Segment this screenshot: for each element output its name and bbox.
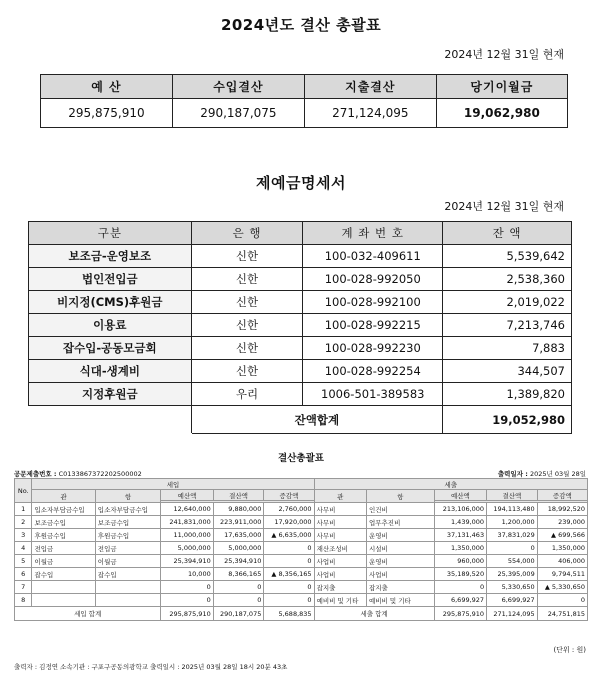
detail-cell-in-hang [95,594,161,607]
deposit-account: 100-028-992050 [303,268,443,291]
detail-cell-no: 1 [15,503,32,516]
detail-ex-gwan-header: 관 [314,490,366,503]
detail-cell-in-hang: 후원금수입 [95,529,161,542]
detail-cell-in-settled: 17,635,000 [213,529,264,542]
detail-cell-in-gwan: 잡수입 [32,568,95,581]
detail-doc-no-label: 공문제출번호 : [14,470,57,478]
detail-cell-ex-hang: 잡지출 [366,581,434,594]
detail-cell-in-diff: 2,760,000 [264,503,314,516]
summary-value-budget: 295,875,910 [41,99,173,128]
detail-cell-ex-hang: 인건비 [366,503,434,516]
detail-row [15,542,588,555]
detail-cell-ex-settled: 37,831,029 [487,529,538,542]
deposits-total-spacer [29,406,192,434]
detail-expense-total-label: 세출 합계 [314,607,434,621]
detail-cell-in-budget: 0 [161,581,213,594]
detail-cell-no: 8 [15,594,32,607]
detail-cell-in-budget: 241,831,000 [161,516,213,529]
detail-cell-ex-diff: ▲ 699,566 [537,529,587,542]
deposit-category: 비지정(CMS)후원금 [29,291,192,314]
deposit-bank: 신한 [191,360,303,383]
detail-cell-in-hang: 잡수입 [95,568,161,581]
summary-value-carryover: 19,062,980 [436,99,567,128]
detail-income-header: 세입 [32,479,314,490]
detail-cell-in-diff: 17,920,000 [264,516,314,529]
deposit-balance: 7,213,746 [443,314,572,337]
detail-cell-ex-diff: 1,350,000 [537,542,587,555]
detail-cell-ex-hang: 시설비 [366,542,434,555]
detail-cell-ex-settled: 194,113,480 [487,503,538,516]
detail-ex-hang-header: 항 [366,490,434,503]
detail-in-settled-header: 결산액 [213,490,264,501]
detail-cell-ex-diff: ▲ 5,330,650 [537,581,587,594]
detail-in-budget-header: 예산액 [161,490,213,501]
detail-income-total-diff: 5,688,835 [264,607,314,621]
detail-cell-in-settled: 223,911,000 [213,516,264,529]
detail-cell-in-gwan: 보조금수입 [32,516,95,529]
detail-cell-in-settled: 0 [213,581,264,594]
deposit-bank: 우리 [191,383,303,406]
detail-cell-in-settled: 8,366,165 [213,568,264,581]
deposits-header-balance: 잔 액 [443,222,572,245]
detail-row [15,503,588,516]
detail-rows [15,503,588,607]
detail-cell-in-budget: 10,000 [161,568,213,581]
detail-cell-ex-gwan: 잡지출 [314,581,366,594]
detail-cell-ex-budget: 0 [434,581,486,594]
detail-output-date [498,469,586,478]
detail-cell-ex-settled: 0 [487,542,538,555]
detail-row [15,555,588,568]
detail-row [15,568,588,581]
detail-expense-total-diff: 24,751,815 [537,607,587,621]
detail-in-diff-header: 증감액 [264,490,314,501]
detail-cell-ex-hang: 운영비 [366,529,434,542]
deposit-category: 보조금-운영보조 [29,245,192,268]
summary-date: 2024년 12월 31일 현재 [444,48,564,61]
detail-cell-in-hang: 보조금수입 [95,516,161,529]
deposit-category: 식대-생계비 [29,360,192,383]
detail-cell-ex-hang: 업무추진비 [366,516,434,529]
detail-cell-ex-settled: 25,395,009 [487,568,538,581]
deposit-account: 1006-501-389583 [303,383,443,406]
detail-cell-ex-budget: 37,131,463 [434,529,486,542]
deposit-row [29,337,572,360]
detail-cell-in-gwan: 전입금 [32,542,95,555]
deposit-account: 100-028-992100 [303,291,443,314]
detail-ex-budget-header: 예산액 [434,490,486,501]
detail-cell-in-settled: 25,394,910 [213,555,264,568]
detail-cell-ex-gwan: 사무비 [314,529,366,542]
deposits-rows [29,245,572,406]
summary-table [40,74,568,128]
deposit-row [29,291,572,314]
deposits-date: 2024년 12월 31일 현재 [444,200,564,213]
detail-cell-ex-gwan: 사무비 [314,516,366,529]
detail-cell-ex-budget: 960,000 [434,555,486,568]
summary-value-income: 290,187,075 [172,99,304,128]
detail-title: 결산총괄표 [278,453,324,464]
detail-in-hang-header: 항 [95,490,161,503]
detail-cell-ex-gwan: 사무비 [314,503,366,516]
deposit-row [29,383,572,406]
detail-col-no: No. [15,479,32,503]
detail-row [15,581,588,594]
detail-cell-in-gwan: 입소자부담금수입 [32,503,95,516]
detail-cell-in-diff: ▲ 6,635,000 [264,529,314,542]
deposit-account: 100-032-409611 [303,245,443,268]
deposit-category: 법인전입금 [29,268,192,291]
detail-doc-no-value: C0133867372202500002 [58,470,142,478]
summary-title: 2024년도 결산 총괄표 [220,16,382,34]
detail-row [15,529,588,542]
deposit-row [29,245,572,268]
detail-cell-no: 6 [15,568,32,581]
detail-cell-no: 5 [15,555,32,568]
detail-cell-in-budget: 12,640,000 [161,503,213,516]
detail-cell-no: 2 [15,516,32,529]
detail-output-date-label: 출력일자 : [497,470,528,478]
detail-cell-ex-settled: 6,699,927 [487,594,538,607]
deposit-account: 100-028-992215 [303,314,443,337]
deposits-total-label: 잔액합계 [191,406,442,434]
detail-cell-ex-gwan: 재산조성비 [314,542,366,555]
detail-income-total-settled: 290,187,075 [213,607,264,621]
detail-expense-header: 세출 [314,479,587,490]
detail-doc-no [14,469,142,478]
deposit-balance: 7,883 [443,337,572,360]
detail-cell-ex-diff: 406,000 [537,555,587,568]
detail-cell-ex-budget: 213,106,000 [434,503,486,516]
detail-expense-total-settled: 271,124,095 [487,607,538,621]
detail-output-date-value: 2025년 03월 28일 [529,470,586,478]
detail-cell-in-diff: 0 [264,542,314,555]
detail-cell-in-diff: 0 [264,594,314,607]
detail-cell-ex-settled: 1,200,000 [487,516,538,529]
detail-footer: 출력자 : 김정연 소속기관 : 구포구공동의광학교 출력일시 : 2025년 03월 28일 18시 20분 43초 [14,663,288,671]
deposits-header-account: 계 좌 번 호 [303,222,443,245]
deposit-row [29,314,572,337]
summary-header-expense: 지출결산 [304,75,436,99]
deposits-header-category: 구분 [29,222,192,245]
deposit-account: 100-028-992254 [303,360,443,383]
detail-cell-ex-hang: 사업비 [366,568,434,581]
detail-cell-ex-hang: 운영비 [366,555,434,568]
deposit-balance: 5,539,642 [443,245,572,268]
detail-cell-ex-diff: 9,794,511 [537,568,587,581]
detail-cell-ex-gwan: 사업비 [314,568,366,581]
deposit-bank: 신한 [191,337,303,360]
detail-cell-ex-budget: 1,439,000 [434,516,486,529]
detail-cell-in-settled: 9,880,000 [213,503,264,516]
detail-cell-ex-budget: 35,189,520 [434,568,486,581]
deposit-category: 지정후원금 [29,383,192,406]
detail-cell-in-gwan: 후원금수입 [32,529,95,542]
deposit-balance: 2,019,022 [443,291,572,314]
detail-cell-in-hang [95,581,161,594]
deposits-table [28,221,572,434]
detail-cell-in-diff: ▲ 8,356,165 [264,568,314,581]
detail-cell-in-hang: 입소자부담금수입 [95,503,161,516]
summary-value-expense: 271,124,095 [304,99,436,128]
deposit-bank: 신한 [191,268,303,291]
detail-cell-in-budget: 11,000,000 [161,529,213,542]
deposits-header-bank: 은 행 [191,222,303,245]
detail-cell-in-diff: 0 [264,581,314,594]
deposit-bank: 신한 [191,291,303,314]
detail-row [15,594,588,607]
detail-cell-ex-budget: 6,699,927 [434,594,486,607]
deposits-title: 제예금명세서 [256,174,346,192]
deposit-balance: 1,389,820 [443,383,572,406]
detail-table [14,478,588,621]
detail-cell-in-budget: 25,394,910 [161,555,213,568]
deposit-category: 이용료 [29,314,192,337]
summary-header-budget: 예 산 [41,75,173,99]
deposits-total-value: 19,052,980 [443,406,572,434]
detail-cell-in-gwan [32,594,95,607]
detail-cell-ex-diff: 18,992,520 [537,503,587,516]
detail-cell-in-settled: 0 [213,594,264,607]
detail-expense-total-budget: 295,875,910 [434,607,486,621]
detail-cell-ex-hang: 예비비 및 기타 [366,594,434,607]
detail-ex-settled-header: 결산액 [487,490,538,501]
deposit-bank: 신한 [191,245,303,268]
detail-cell-ex-settled: 5,330,650 [487,581,538,594]
detail-cell-ex-diff: 239,000 [537,516,587,529]
detail-cell-no: 3 [15,529,32,542]
detail-in-gwan-header: 관 [32,490,95,503]
deposit-balance: 344,507 [443,360,572,383]
detail-cell-in-gwan: 이월금 [32,555,95,568]
detail-cell-in-hang: 이월금 [95,555,161,568]
detail-cell-in-settled: 5,000,000 [213,542,264,555]
detail-cell-no: 7 [15,581,32,594]
detail-cell-in-gwan [32,581,95,594]
deposit-account: 100-028-992230 [303,337,443,360]
summary-header-income: 수입결산 [172,75,304,99]
detail-cell-in-diff: 0 [264,555,314,568]
detail-row [15,516,588,529]
deposit-balance: 2,538,360 [443,268,572,291]
detail-cell-ex-gwan: 사업비 [314,555,366,568]
detail-cell-ex-diff: 0 [537,594,587,607]
deposit-bank: 신한 [191,314,303,337]
deposit-category: 잡수입-공동모금회 [29,337,192,360]
summary-header-carryover: 당기이월금 [436,75,567,99]
detail-income-total-budget: 295,875,910 [161,607,213,621]
detail-cell-ex-settled: 554,000 [487,555,538,568]
detail-unit: (단위 : 원) [553,646,586,654]
detail-cell-in-hang: 전입금 [95,542,161,555]
detail-cell-in-budget: 0 [161,594,213,607]
detail-cell-ex-gwan: 예비비 및 기타 [314,594,366,607]
detail-cell-in-budget: 5,000,000 [161,542,213,555]
detail-cell-ex-budget: 1,350,000 [434,542,486,555]
detail-cell-no: 4 [15,542,32,555]
detail-ex-diff-header: 증감액 [537,490,587,501]
deposit-row [29,268,572,291]
detail-income-total-label: 세입 합계 [15,607,161,621]
deposit-row [29,360,572,383]
